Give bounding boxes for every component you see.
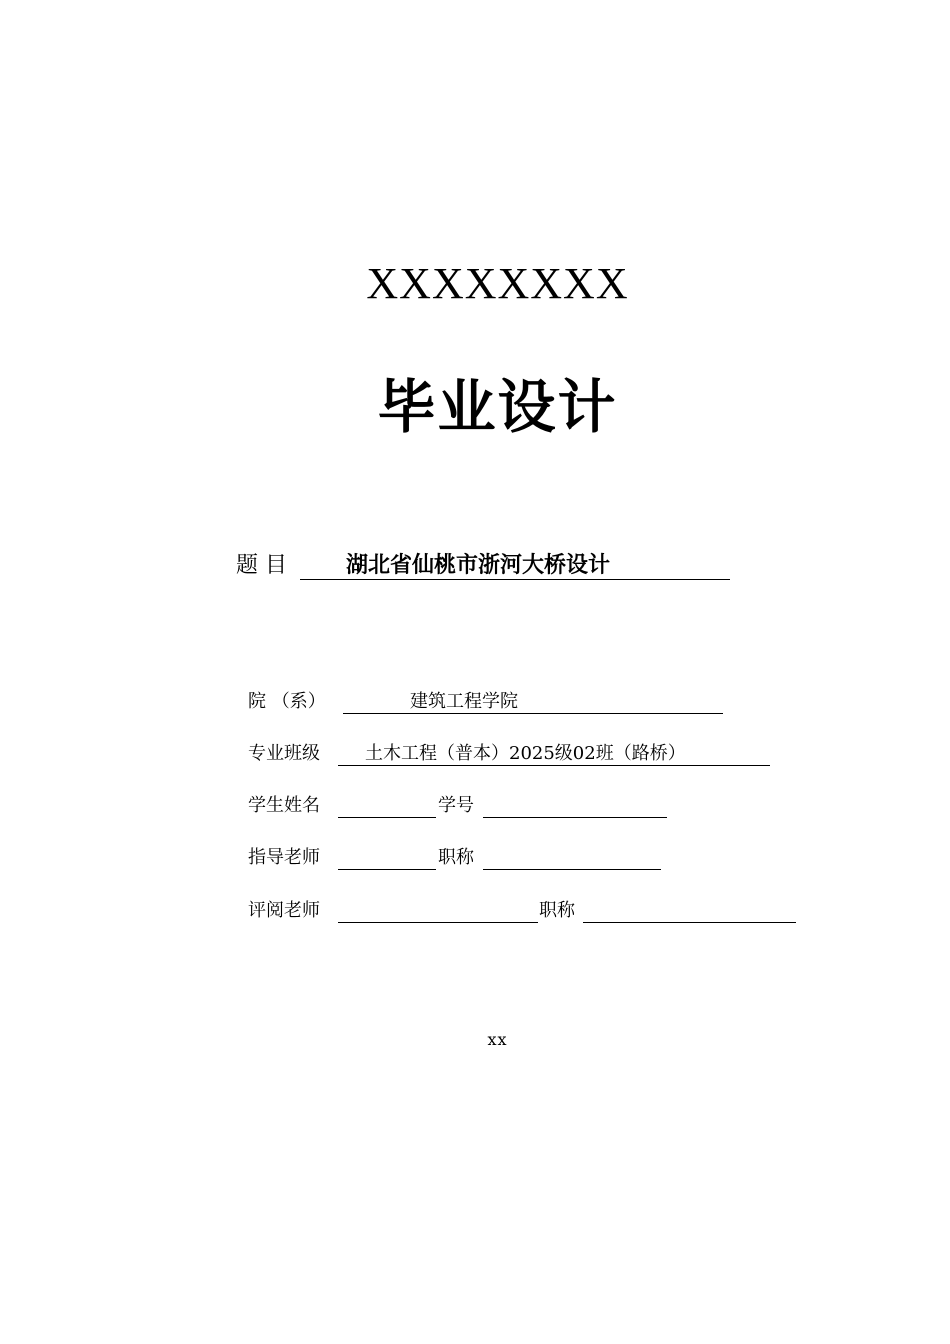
department-label: 院 （系） xyxy=(248,691,326,712)
advisor-title-label: 职称 xyxy=(438,847,474,868)
topic-value: 湖北省仙桃市浙河大桥设计 xyxy=(346,553,611,578)
reviewer-title-underline xyxy=(583,898,796,923)
advisor-underline xyxy=(338,845,436,870)
advisor-label: 指导老师 xyxy=(248,847,320,868)
topic-label: 题 目 xyxy=(236,553,287,578)
department-value: 建筑工程学院 xyxy=(410,691,518,712)
school-name: XXXXXXXX xyxy=(366,259,629,308)
advisor-title-underline xyxy=(483,845,661,870)
topic-underline xyxy=(300,551,730,580)
student-id-label: 学号 xyxy=(438,795,474,816)
major-class-label: 专业班级 xyxy=(248,743,320,764)
reviewer-label: 评阅老师 xyxy=(248,900,320,921)
student-name-label: 学生姓名 xyxy=(248,795,320,816)
major-class-underline xyxy=(338,741,770,766)
student-name-underline xyxy=(338,793,436,818)
document-title: 毕业设计 xyxy=(377,373,618,441)
department-underline xyxy=(343,689,723,714)
major-class-value: 土木工程（普本）2025级02班（路桥） xyxy=(365,743,686,764)
footer-date: xx xyxy=(487,1030,508,1049)
student-id-underline xyxy=(483,793,667,818)
reviewer-title-label: 职称 xyxy=(539,900,575,921)
topic-row xyxy=(236,551,611,583)
reviewer-underline xyxy=(338,898,538,923)
